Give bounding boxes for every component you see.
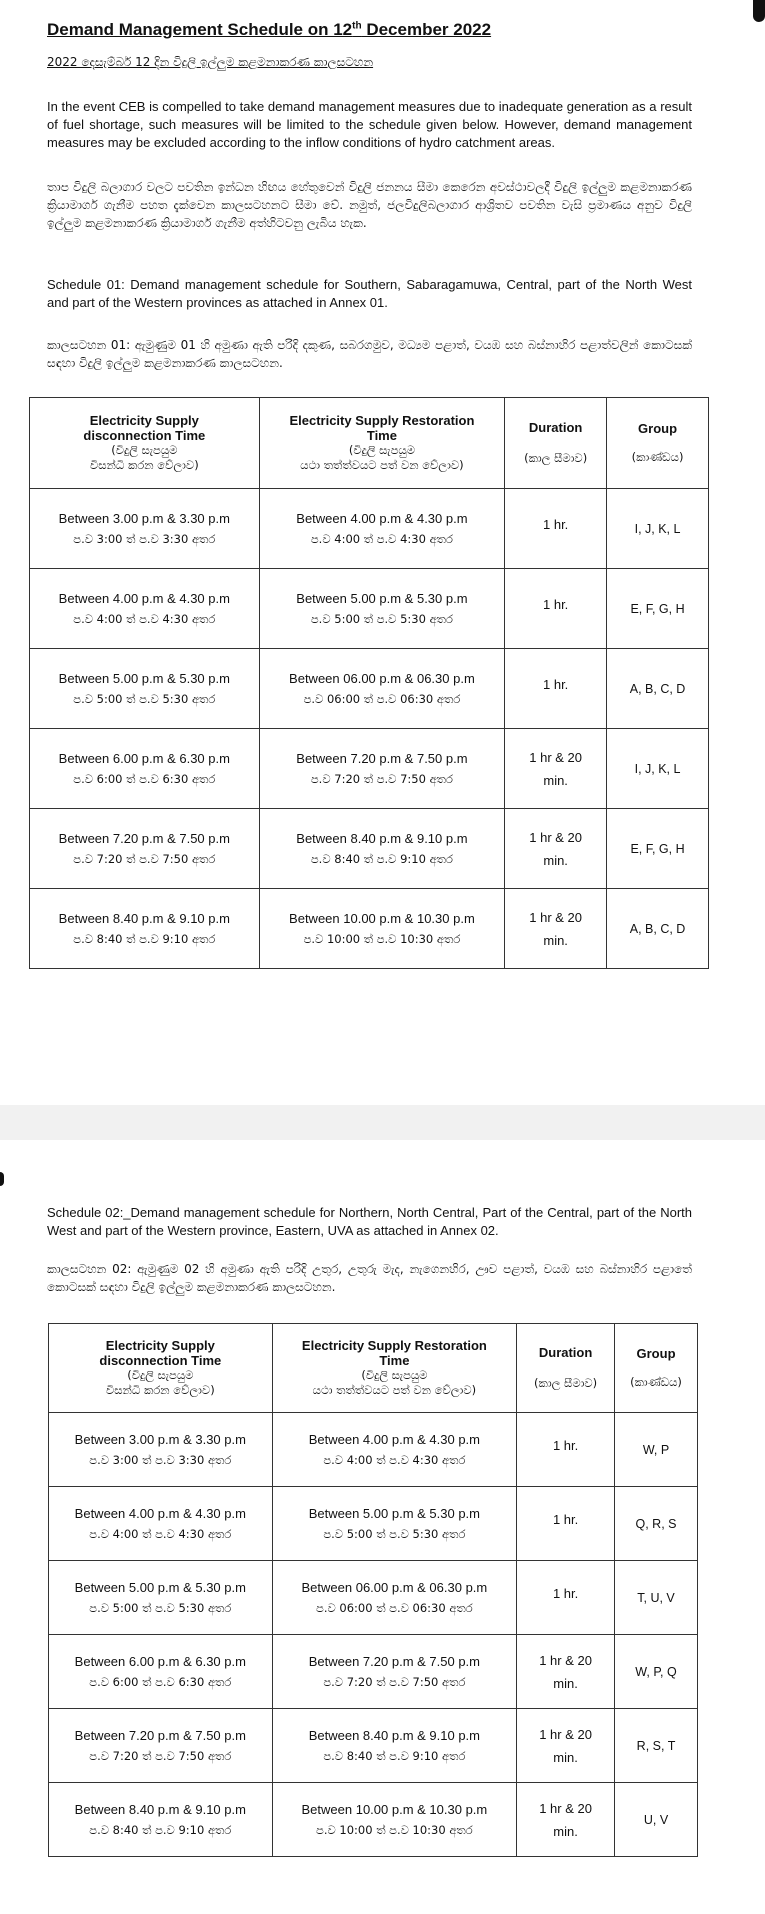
header-disconnection-time: Electricity Supply disconnection Time (විදුලි සැපයුම විසන්ධි කරන වේලාව) <box>30 398 260 489</box>
schedule-1-description: Schedule 01: Demand management schedule for Southern, Sabaragamuwa, Central, part of the North West and part of the Western provinces as attached in Annex 01. <box>47 277 692 310</box>
table-row <box>49 1561 698 1635</box>
group-cell: I, J, K, L <box>607 729 709 809</box>
restoration-time-cell: Between 10.00 p.m & 10.30 p.m ප.ව 10:00 ත් ප.ව 10:30 අතර <box>272 1783 517 1857</box>
restoration-time-cell: Between 06.00 p.m & 06.30 p.m ප.ව 06:00 ත් ප.ව 06:30 අතර <box>272 1561 517 1635</box>
duration-cell: 1 hr. <box>505 569 607 649</box>
duration-cell: 1 hr & 20 min. <box>517 1783 615 1857</box>
intro-paragraph: In the event CEB is compelled to take demand management measures due to inadequate generation as a result of fuel shortage, such measures will be limited to the schedule given below. However, demand management measures may be excluded according to the inflow conditions of hydro catchment areas. <box>47 99 692 150</box>
header-restoration-time: Electricity Supply Restoration Time (විදුලි සැපයුම යථා තත්ත්වයට පත් වන වේලාව) <box>272 1324 517 1413</box>
schedule-2-description: Schedule 02:_Demand management schedule for Northern, North Central, Part of the Central, part of the North West and part of the Western province, Eastern, UVA as attached in Annex 02. <box>47 1205 692 1238</box>
disconnection-time-cell: Between 7.20 p.m & 7.50 p.m ප.ව 7:20 ත් ප.ව 7:50 අතර <box>30 809 260 889</box>
page-title: Demand Management Schedule on 12th December 2022 <box>47 20 492 39</box>
group-cell: I, J, K, L <box>607 489 709 569</box>
header-group: Group (කාණ්ඩය) <box>607 398 709 489</box>
table-row <box>49 1635 698 1709</box>
header-restoration-time: Electricity Supply Restoration Time (විදුලි සැපයුම යථා තත්ත්වයට පත් වන වේලාව) <box>259 398 505 489</box>
table-row <box>30 569 709 649</box>
duration-cell: 1 hr & 20 min. <box>505 729 607 809</box>
table-row <box>30 489 709 569</box>
schedule-2-table <box>48 1323 698 1857</box>
duration-cell: 1 hr & 20 min. <box>517 1709 615 1783</box>
disconnection-time-cell: Between 3.00 p.m & 3.30 p.m ප.ව 3:00 ත් ප.ව 3:30 අතර <box>49 1413 273 1487</box>
scrollbar-thumb[interactable] <box>753 0 765 22</box>
header-group: Group (කාණ්ඩය) <box>615 1324 698 1413</box>
header-duration: Duration (කාල සීමාව) <box>505 398 607 489</box>
restoration-time-cell: Between 4.00 p.m & 4.30 p.m ප.ව 4:00 ත් ප.ව 4:30 අතර <box>259 489 505 569</box>
restoration-time-cell: Between 5.00 p.m & 5.30 p.m ප.ව 5:00 ත් ප.ව 5:30 අතර <box>272 1487 517 1561</box>
disconnection-time-cell: Between 4.00 p.m & 4.30 p.m ප.ව 4:00 ත් ප.ව 4:30 අතර <box>30 569 260 649</box>
disconnection-time-cell: Between 3.00 p.m & 3.30 p.m ප.ව 3:00 ත් ප.ව 3:30 අතර <box>30 489 260 569</box>
header-duration: Duration (කාල සීමාව) <box>517 1324 615 1413</box>
table-row <box>30 729 709 809</box>
disconnection-time-cell: Between 5.00 p.m & 5.30 p.m ප.ව 5:00 ත් ප.ව 5:30 අතර <box>30 649 260 729</box>
duration-cell: 1 hr & 20 min. <box>505 889 607 969</box>
group-cell: E, F, G, H <box>607 569 709 649</box>
restoration-time-cell: Between 7.20 p.m & 7.50 p.m ප.ව 7:20 ත් ප.ව 7:50 අතර <box>272 1635 517 1709</box>
table-row <box>49 1783 698 1857</box>
document-page-2 <box>0 1140 765 1914</box>
group-cell: T, U, V <box>615 1561 698 1635</box>
disconnection-time-cell: Between 5.00 p.m & 5.30 p.m ප.ව 5:00 ත් ප.ව 5:30 අතර <box>49 1561 273 1635</box>
restoration-time-cell: Between 06.00 p.m & 06.30 p.m ප.ව 06:00 ත් ප.ව 06:30 අතර <box>259 649 505 729</box>
table-row <box>49 1487 698 1561</box>
page-title-sinhala: 2022 දෙසැම්බර් 12 දින විදුලි ඉල්ලුම කළමනාකරණ කාලසටහන <box>47 55 374 69</box>
table-row <box>49 1413 698 1487</box>
group-cell: A, B, C, D <box>607 889 709 969</box>
group-cell: A, B, C, D <box>607 649 709 729</box>
group-cell: R, S, T <box>615 1709 698 1783</box>
duration-cell: 1 hr. <box>505 489 607 569</box>
disconnection-time-cell: Between 7.20 p.m & 7.50 p.m ප.ව 7:20 ත් ප.ව 7:50 අතර <box>49 1709 273 1783</box>
group-cell: E, F, G, H <box>607 809 709 889</box>
schedule-1-description-sinhala: කාලසටහන 01: ඇමුණුම 01 හි අමුණා ඇති පරිදි දකුණ, සබරගමුව, මධ්‍යම පළාත්, වයඹ සහ බස්නාහිර පළාත්වලින් කොටසක් සඳහා විදුලි ඉල්ලුම කළමනාකරණ කාලසටහන. <box>47 338 692 370</box>
schedule-1-table <box>29 397 709 969</box>
duration-cell: 1 hr. <box>517 1487 615 1561</box>
table-row <box>30 649 709 729</box>
group-cell: Q, R, S <box>615 1487 698 1561</box>
duration-cell: 1 hr & 20 min. <box>505 809 607 889</box>
disconnection-time-cell: Between 6.00 p.m & 6.30 p.m ප.ව 6:00 ත් ප.ව 6:30 අතර <box>30 729 260 809</box>
restoration-time-cell: Between 7.20 p.m & 7.50 p.m ප.ව 7:20 ත් ප.ව 7:50 අතර <box>259 729 505 809</box>
duration-cell: 1 hr. <box>517 1561 615 1635</box>
restoration-time-cell: Between 8.40 p.m & 9.10 p.m ප.ව 8:40 ත් ප.ව 9:10 අතර <box>272 1709 517 1783</box>
table-row <box>30 889 709 969</box>
header-disconnection-time: Electricity Supply disconnection Time (විදුලි සැපයුම විසන්ධි කරන වේලාව) <box>49 1324 273 1413</box>
restoration-time-cell: Between 4.00 p.m & 4.30 p.m ප.ව 4:00 ත් ප.ව 4:30 අතර <box>272 1413 517 1487</box>
restoration-time-cell: Between 5.00 p.m & 5.30 p.m ප.ව 5:00 ත් ප.ව 5:30 අතර <box>259 569 505 649</box>
duration-cell: 1 hr. <box>517 1413 615 1487</box>
table-row <box>49 1709 698 1783</box>
table-header-row <box>30 398 709 489</box>
group-cell: W, P <box>615 1413 698 1487</box>
table-row <box>30 809 709 889</box>
intro-paragraph-sinhala: තාප විදුලි බලාගාර වලට පවතින ඉන්ධන හිඟය හේතුවෙන් විදුලි ජනනය සීමා කෙරෙන අවස්ථාවලදී විදුලි ඉල්ලුම කළමනාකරණ ක්‍රියාමාර්ග ගැනීම පහත දැක්වෙන කාලසටහනට සීමා වේ. නමුත්, ජලවිදුලිබලාගාර ආශ්‍රිතව පවතින වැසි ප්‍රමාණය අනුව විදුලි ඉල්ලුම කළමනාකරණ ක්‍රියාමාර්ග ගැනීම අත්හිටවනු ලැබිය හැක. <box>47 180 692 230</box>
disconnection-time-cell: Between 4.00 p.m & 4.30 p.m ප.ව 4:00 ත් ප.ව 4:30 අතර <box>49 1487 273 1561</box>
group-cell: U, V <box>615 1783 698 1857</box>
duration-cell: 1 hr & 20 min. <box>517 1635 615 1709</box>
restoration-time-cell: Between 8.40 p.m & 9.10 p.m ප.ව 8:40 ත් ප.ව 9:10 අතර <box>259 809 505 889</box>
page-separator <box>0 1105 765 1140</box>
restoration-time-cell: Between 10.00 p.m & 10.30 p.m ප.ව 10:00 ත් ප.ව 10:30 අතර <box>259 889 505 969</box>
disconnection-time-cell: Between 8.40 p.m & 9.10 p.m ප.ව 8:40 ත් ප.ව 9:10 අතර <box>49 1783 273 1857</box>
disconnection-time-cell: Between 8.40 p.m & 9.10 p.m ප.ව 8:40 ත් ප.ව 9:10 අතර <box>30 889 260 969</box>
group-cell: W, P, Q <box>615 1635 698 1709</box>
disconnection-time-cell: Between 6.00 p.m & 6.30 p.m ප.ව 6:00 ත් ප.ව 6:30 අතර <box>49 1635 273 1709</box>
schedule-2-description-sinhala: කාලසටහන 02: ඇමුණුම 02 හි අමුණා ඇති පරිදි උතුර, උතුරු මැද, නැගෙනහිර, ඌව පළාත්, වයඹ සහ බස්නාහිර පළාතේ කොටසක් සඳහා විදුලි ඉල්ලුම කළමනාකරණ කාලසටහන. <box>47 1262 692 1294</box>
page-edge-marker <box>0 1172 4 1186</box>
table-header-row <box>49 1324 698 1413</box>
duration-cell: 1 hr. <box>505 649 607 729</box>
